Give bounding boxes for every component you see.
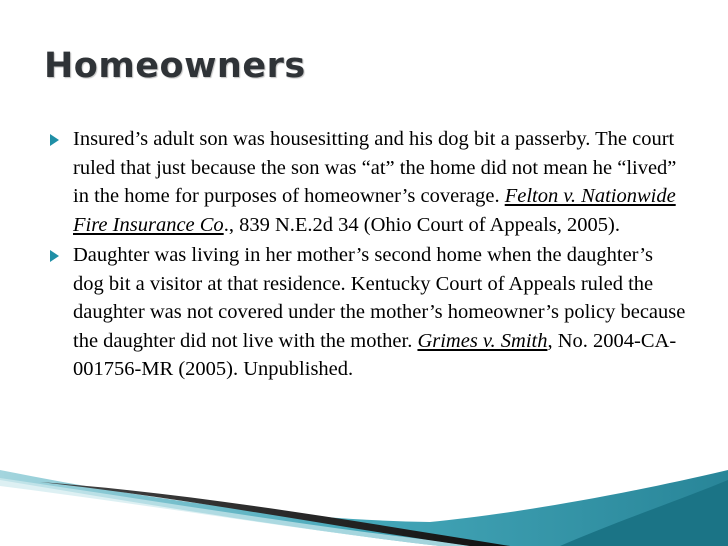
bullet-text: Daughter was living in her mother’s second home when the daughter’s dog bit a visitor at that residence. Kentucky Court of Appeals ruled the daughter was not covered under the mother’s homeowner’s policy because the daughter did not live with the mother. bbox=[73, 244, 686, 352]
case-citation: Grimes v. Smith bbox=[417, 329, 548, 352]
bullet-item bbox=[46, 125, 686, 239]
page-title: Homeowners bbox=[44, 46, 306, 86]
light-band bbox=[0, 478, 470, 546]
triangle-bullet-icon bbox=[50, 134, 59, 146]
teal-swoosh bbox=[0, 470, 728, 546]
bullet-text-tail: ., 839 N.E.2d 34 (Ohio Court of Appeals, 2005). bbox=[223, 213, 620, 236]
bullet-item bbox=[46, 241, 686, 384]
case-citation: Felton v. Nationwide Fire Insurance Co bbox=[73, 185, 676, 236]
dark-stroke bbox=[40, 482, 510, 546]
bullet-list bbox=[46, 125, 686, 386]
triangle-bullet-icon bbox=[50, 250, 59, 262]
bullet-text-tail: , No. 2004-CA-001756-MR (2005). Unpublished. bbox=[73, 329, 677, 380]
teal-wedge bbox=[560, 480, 728, 546]
bullet-text: Insured’s adult son was housesitting and his dog bit a passerby. The court ruled that just because the son was “at” the home did not mean he “lived” in the home for purposes of homeowner’s coverage. bbox=[73, 128, 677, 207]
